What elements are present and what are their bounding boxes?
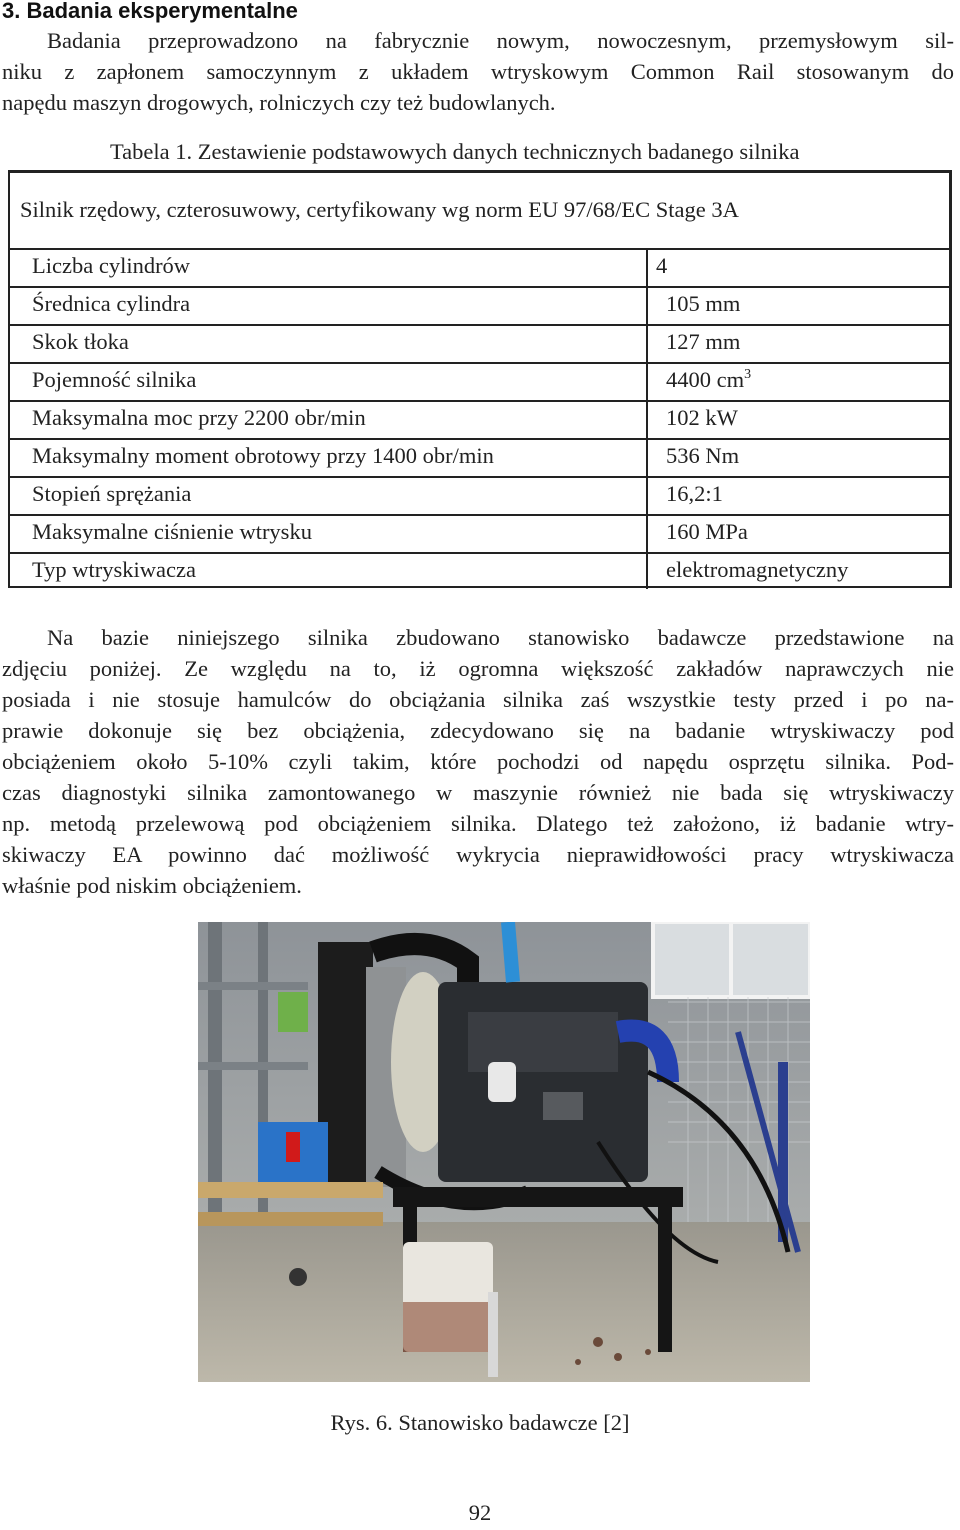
row-value: 105 mm bbox=[666, 291, 741, 316]
row-label: Liczba cylindrów bbox=[32, 253, 191, 278]
row-label: Maksymalne ciśnienie wtrysku bbox=[32, 519, 312, 544]
row-value: elektromagnetyczny bbox=[666, 557, 849, 582]
text-line: niku z zapłonem samoczynnym z układem wtryskowym Common Rail stosowanym do bbox=[2, 59, 954, 84]
table-row bbox=[10, 514, 949, 554]
row-value: 102 kW bbox=[666, 405, 738, 430]
row-label: Typ wtryskiwacza bbox=[32, 557, 196, 582]
text-line: Na bazie niniejszego silnika zbudowano stanowisko badawcze przedstawione na bbox=[2, 625, 954, 650]
row-label: Stopień sprężania bbox=[32, 481, 192, 506]
text-line: posiada i nie stosuje hamulców do obciążania silnika zaś wszystkie testy przed i po na- bbox=[2, 687, 954, 712]
row-value: 536 Nm bbox=[666, 443, 740, 468]
text-line: np. metodą przelewową pod obciążeniem silnika. Dlatego też założono, iż badanie wtry- bbox=[2, 811, 954, 836]
value-text: 4400 cm bbox=[666, 367, 745, 392]
table-row bbox=[10, 362, 949, 402]
superscript: 3 bbox=[744, 367, 752, 382]
row-value: 4 bbox=[656, 253, 668, 278]
row-label: Skok tłoka bbox=[32, 329, 129, 354]
intro-paragraph bbox=[2, 25, 954, 118]
table-row bbox=[10, 324, 949, 364]
section-heading: 3. Badania eksperymentalne bbox=[2, 0, 298, 23]
table-row bbox=[10, 438, 949, 478]
table-row bbox=[10, 248, 949, 288]
text-line: właśnie pod niskim obciążeniem. bbox=[2, 873, 302, 898]
row-label: Maksymalna moc przy 2200 obr/min bbox=[32, 405, 366, 430]
table-row bbox=[10, 286, 949, 326]
row-value: 16,2:1 bbox=[666, 481, 723, 506]
row-value: 127 mm bbox=[666, 329, 741, 354]
row-label: Pojemność silnika bbox=[32, 367, 197, 392]
table-row bbox=[10, 476, 949, 516]
figure-caption: Rys. 6. Stanowisko badawcze [2] bbox=[330, 1410, 630, 1435]
text-line: czas diagnostyki silnika zamontowanego w maszynie również nie bada się wtryskiwaczy bbox=[2, 780, 954, 805]
text-line: napędu maszyn drogowych, rolniczych czy też budowlanych. bbox=[2, 90, 556, 115]
text-line: zdjęciu poniżej. Ze względu na to, iż ogromna większość zakładów naprawczych nie bbox=[2, 656, 954, 681]
table-caption: Tabela 1. Zestawienie podstawowych danych technicznych badanego silnika bbox=[110, 139, 800, 164]
text-line: Badania przeprowadzono na fabrycznie nowym, nowoczesnym, przemysłowym sil- bbox=[2, 28, 954, 53]
row-label: Średnica cylindra bbox=[32, 291, 191, 316]
page-number: 92 bbox=[468, 1500, 492, 1525]
table-header-text: Silnik rzędowy, czterosuwowy, certyfikowany wg norm EU 97/68/EC Stage 3A bbox=[20, 197, 739, 222]
row-value: 160 MPa bbox=[666, 519, 748, 544]
table-row bbox=[10, 552, 949, 590]
text-line: obciążeniem około 5-10% czyli takim, które pochodzi od napędu osprzętu silnika. Pod- bbox=[2, 749, 954, 774]
table-row bbox=[10, 400, 949, 440]
row-value bbox=[666, 367, 751, 393]
text-line: prawie dokonuje się bez obciążenia, zdecydowano się na badanie wtryskiwaczy pod bbox=[2, 718, 954, 743]
row-label: Maksymalny moment obrotowy przy 1400 obr/min bbox=[32, 443, 494, 468]
test-bench-illustration bbox=[198, 922, 810, 1382]
body-paragraph bbox=[2, 622, 954, 901]
table-header-row bbox=[10, 173, 949, 250]
engine-spec-table bbox=[8, 170, 952, 588]
test-bench-photo bbox=[198, 922, 810, 1382]
text-line: skiwaczy EA powinno dać możliwość wykrycia nieprawidłowości pracy wtryskiwacza bbox=[2, 842, 954, 867]
